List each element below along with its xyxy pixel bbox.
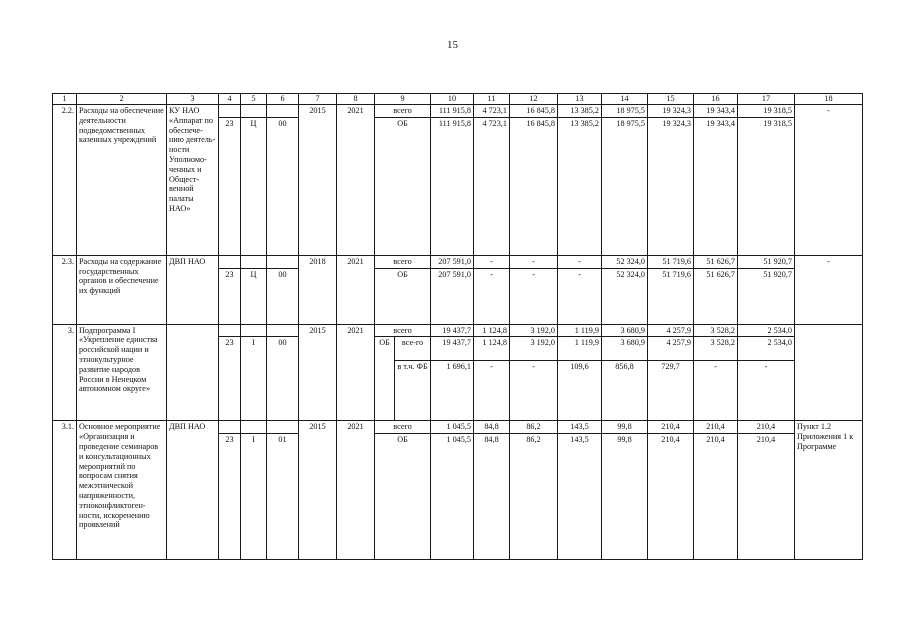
value-cell: 207 591,0 [431, 255, 474, 268]
value-cell: 210,4 [648, 434, 694, 560]
value-cell: 210,4 [738, 421, 795, 434]
value-cell: 1 124,8 [474, 337, 510, 361]
value-cell: 13 385,2 [558, 117, 602, 255]
value-cell: 111 915,8 [431, 105, 474, 118]
value-cell: - [694, 361, 738, 421]
start-year: 2015 [299, 421, 337, 560]
start-year: 2015 [299, 324, 337, 421]
value-cell: 86,2 [510, 434, 558, 560]
value-cell: 99,8 [602, 434, 648, 560]
section-code: I [241, 434, 267, 560]
subsection-code: 00 [267, 117, 299, 255]
grbs-code: 23 [219, 268, 241, 324]
value-cell: 3 192,0 [510, 324, 558, 337]
value-cell: 18 975,5 [602, 105, 648, 118]
value-cell: 51 920,7 [738, 268, 795, 324]
funding-source: ОБ [375, 268, 431, 324]
start-year: 2018 [299, 255, 337, 324]
header-cell: 8 [337, 94, 375, 105]
value-cell: 210,4 [694, 421, 738, 434]
empty-cell [241, 421, 267, 434]
row-executor: КУ НАО «Аппарат по обеспече-нию деятель-ности Уполномо-ченных и Общест-венной палаты НАО» [167, 105, 219, 256]
value-cell: 3 192,0 [510, 337, 558, 361]
row-note: - [795, 255, 863, 324]
funding-subsource: все-го [395, 337, 431, 361]
end-year: 2021 [337, 324, 375, 421]
value-cell: 4 723,1 [474, 105, 510, 118]
value-cell: 3 680,9 [602, 324, 648, 337]
header-cell: 17 [738, 94, 795, 105]
table-row [53, 255, 863, 268]
value-cell: 19 343,4 [694, 105, 738, 118]
funding-subsource: в т.ч. ФБ [395, 361, 431, 421]
budget-table [52, 93, 863, 560]
empty-cell [219, 255, 241, 268]
empty-cell [267, 255, 299, 268]
value-cell: 13 385,2 [558, 105, 602, 118]
header-cell: 2 [77, 94, 167, 105]
header-cell: 14 [602, 94, 648, 105]
value-cell: 86,2 [510, 421, 558, 434]
value-cell: 210,4 [648, 421, 694, 434]
value-cell: 210,4 [738, 434, 795, 560]
empty-cell [267, 421, 299, 434]
grbs-code: 23 [219, 337, 241, 421]
header-cell: 16 [694, 94, 738, 105]
value-cell: - [510, 268, 558, 324]
header-cell: 12 [510, 94, 558, 105]
empty-cell [267, 324, 299, 337]
value-cell: 16 845,8 [510, 105, 558, 118]
value-cell: - [558, 255, 602, 268]
value-cell: 51 626,7 [694, 255, 738, 268]
row-name: Расходы на обеспечение деятельности подведомственных казенных учреждений [77, 105, 167, 256]
row-executor: ДВП НАО [167, 255, 219, 324]
section-code: Ц [241, 117, 267, 255]
end-year: 2021 [337, 255, 375, 324]
value-cell: 4 723,1 [474, 117, 510, 255]
value-cell: 19 324,3 [648, 105, 694, 118]
value-cell: 2 534,0 [738, 324, 795, 337]
header-cell: 6 [267, 94, 299, 105]
value-cell: - [474, 268, 510, 324]
funding-source: всего [375, 324, 431, 337]
value-cell: 84,8 [474, 434, 510, 560]
section-code: I [241, 337, 267, 421]
value-cell: 1 696,1 [431, 361, 474, 421]
row-note: - [795, 105, 863, 256]
header-cell: 11 [474, 94, 510, 105]
header-cell: 13 [558, 94, 602, 105]
value-cell: 111 915,8 [431, 117, 474, 255]
table-row [53, 324, 863, 337]
value-cell: 19 324,3 [648, 117, 694, 255]
value-cell: 856,8 [602, 361, 648, 421]
empty-cell [219, 105, 241, 118]
value-cell: 3 528,2 [694, 324, 738, 337]
value-cell: - [510, 255, 558, 268]
value-cell: 19 318,5 [738, 117, 795, 255]
value-cell: 4 257,9 [648, 324, 694, 337]
grbs-code: 23 [219, 117, 241, 255]
header-cell: 5 [241, 94, 267, 105]
value-cell: 1 045,5 [431, 434, 474, 560]
row-name: Основное мероприятие «Организация и проведение семинаров и консультационных мероприятий по вопросам снятия межэтнической напряженности, этноконфликтоген-ности, искоренению проявлений [77, 421, 167, 560]
empty-cell [795, 324, 863, 421]
value-cell: 143,5 [558, 421, 602, 434]
value-cell: 99,8 [602, 421, 648, 434]
empty-cell [267, 105, 299, 118]
row-name: Подпрограмма I «Укрепление единства российской нации и этнокультурное развитие народов России в Ненецком автономном округе» [77, 324, 167, 421]
value-cell: 84,8 [474, 421, 510, 434]
subsection-code: 00 [267, 337, 299, 421]
empty-cell [241, 324, 267, 337]
value-cell: 51 626,7 [694, 268, 738, 324]
section-code: Ц [241, 268, 267, 324]
row-number: 3. [53, 324, 77, 421]
value-cell: - [474, 361, 510, 421]
value-cell: - [510, 361, 558, 421]
header-cell: 7 [299, 94, 337, 105]
funding-source: ОБ [375, 117, 431, 255]
row-executor: ДВП НАО [167, 421, 219, 560]
value-cell: 3 680,9 [602, 337, 648, 361]
end-year: 2021 [337, 421, 375, 560]
value-cell: 210,4 [694, 434, 738, 560]
header-cell: 15 [648, 94, 694, 105]
grbs-code: 23 [219, 434, 241, 560]
end-year: 2021 [337, 105, 375, 256]
value-cell: 1 119,9 [558, 324, 602, 337]
header-cell: 3 [167, 94, 219, 105]
value-cell: 19 318,5 [738, 105, 795, 118]
value-cell: - [474, 255, 510, 268]
value-cell: 207 591,0 [431, 268, 474, 324]
subsection-code: 01 [267, 434, 299, 560]
header-cell: 4 [219, 94, 241, 105]
value-cell: 18 975,5 [602, 117, 648, 255]
value-cell: 16 845,8 [510, 117, 558, 255]
empty-cell [219, 324, 241, 337]
header-cell: 10 [431, 94, 474, 105]
funding-source: всего [375, 421, 431, 434]
value-cell: 2 534,0 [738, 337, 795, 361]
value-cell: 1 045,5 [431, 421, 474, 434]
row-number: 2.3. [53, 255, 77, 324]
value-cell: 3 528,2 [694, 337, 738, 361]
value-cell: 19 437,7 [431, 324, 474, 337]
page-number: 15 [447, 39, 458, 51]
value-cell: 51 719,6 [648, 255, 694, 268]
value-cell: - [558, 268, 602, 324]
row-name: Расходы на содержание государственных органов и обеспечение их функций [77, 255, 167, 324]
table-row [53, 421, 863, 434]
funding-source: ОБ [375, 337, 395, 421]
row-number: 3.1. [53, 421, 77, 560]
empty-cell [241, 255, 267, 268]
value-cell: - [738, 361, 795, 421]
value-cell: 51 719,6 [648, 268, 694, 324]
row-note: Пункт 1.2 Приложения 1 к Программе [795, 421, 863, 560]
header-cell: 18 [795, 94, 863, 105]
funding-source: ОБ [375, 434, 431, 560]
row-number: 2.2. [53, 105, 77, 256]
value-cell: 51 920,7 [738, 255, 795, 268]
value-cell: 19 437,7 [431, 337, 474, 361]
value-cell: 52 324,0 [602, 255, 648, 268]
subsection-code: 00 [267, 268, 299, 324]
header-row [53, 94, 863, 105]
header-cell: 9 [375, 94, 431, 105]
empty-cell [219, 421, 241, 434]
empty-cell [241, 105, 267, 118]
funding-source: всего [375, 255, 431, 268]
value-cell: 109,6 [558, 361, 602, 421]
value-cell: 52 324,0 [602, 268, 648, 324]
value-cell: 143,5 [558, 434, 602, 560]
start-year: 2015 [299, 105, 337, 256]
value-cell: 1 124,8 [474, 324, 510, 337]
value-cell: 729,7 [648, 361, 694, 421]
funding-source: всего [375, 105, 431, 118]
header-cell: 1 [53, 94, 77, 105]
value-cell: 1 119,9 [558, 337, 602, 361]
value-cell: 19 343,4 [694, 117, 738, 255]
empty-cell [167, 324, 219, 421]
table-row [53, 105, 863, 118]
value-cell: 4 257,9 [648, 337, 694, 361]
